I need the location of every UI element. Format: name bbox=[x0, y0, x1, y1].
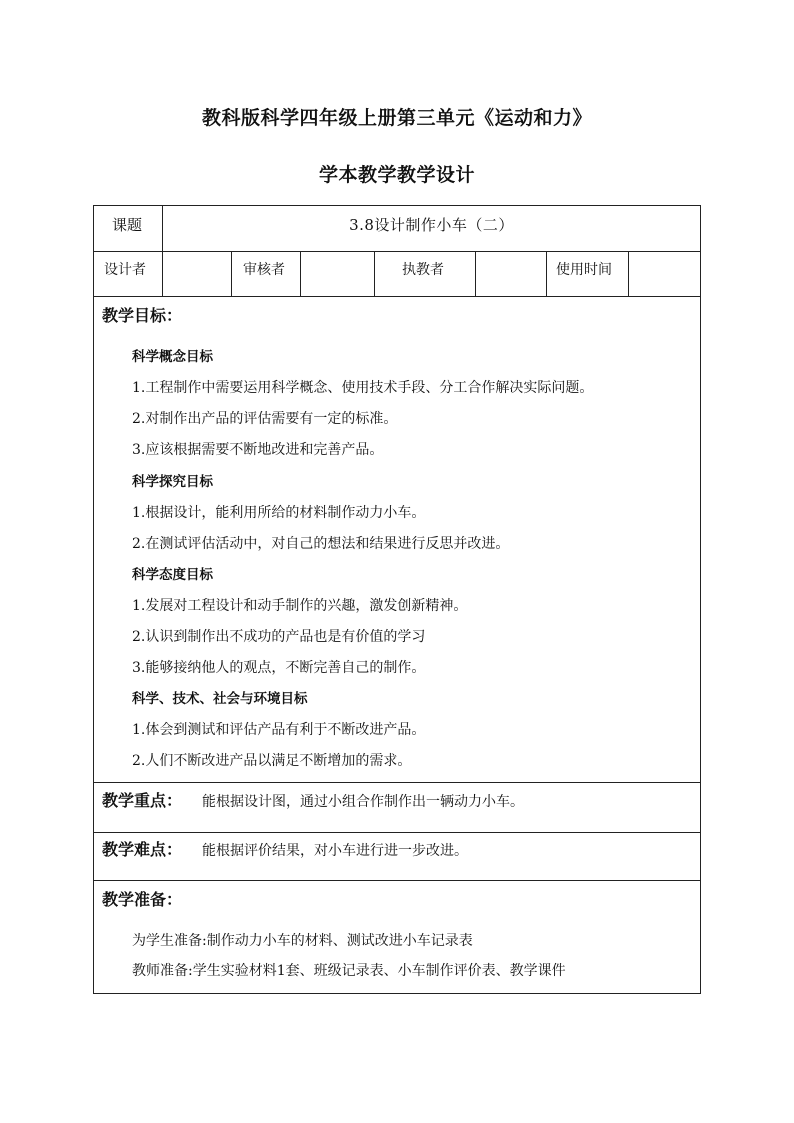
inquiry-goal-item: 2.在测试评估活动中，对自己的想法和结果进行反思并改进。 bbox=[132, 536, 510, 552]
teacher-prep: 教师准备:学生实验材料1套、班级记录表、小车制作评价表、教学课件 bbox=[132, 963, 566, 979]
time-label: 使用时间 bbox=[556, 262, 612, 278]
attitude-goal-item: 1.发展对工程设计和动手制作的兴趣，激发创新精神。 bbox=[132, 598, 468, 614]
focus-text: 能根据设计图，通过小组合作制作出一辆动力小车。 bbox=[202, 794, 524, 810]
column-divider bbox=[300, 251, 301, 296]
teacher-label: 执教者 bbox=[402, 262, 444, 278]
designer-label: 设计者 bbox=[104, 262, 146, 278]
concept-goal-item: 3.应该根据需要不断地改进和完善产品。 bbox=[132, 442, 384, 458]
row-divider bbox=[94, 296, 700, 297]
column-divider bbox=[546, 251, 547, 296]
column-divider bbox=[475, 251, 476, 296]
row-divider bbox=[94, 782, 700, 783]
column-divider bbox=[628, 251, 629, 296]
column-divider bbox=[374, 251, 375, 296]
attitude-goal-item: 3.能够接纳他人的观点，不断完善自己的制作。 bbox=[132, 660, 426, 676]
prep-heading: 教学准备： bbox=[102, 890, 183, 909]
difficulty-text: 能根据评价结果，对小车进行进一步改进。 bbox=[202, 843, 468, 859]
lesson-plan-table bbox=[93, 205, 701, 994]
difficulty-label: 教学难点： bbox=[102, 840, 183, 859]
concept-goal-item: 2.对制作出产品的评估需要有一定的标准。 bbox=[132, 411, 398, 427]
focus-label: 教学重点： bbox=[102, 791, 183, 810]
topic-value: 3.8设计制作小车（二） bbox=[349, 216, 514, 234]
document-subtitle: 学本教学教学设计 bbox=[318, 164, 475, 186]
concept-goal-item: 1.工程制作中需要运用科学概念、使用技术手段、分工合作解决实际问题。 bbox=[132, 380, 594, 396]
column-divider bbox=[231, 251, 232, 296]
sts-goal-item: 1.体会到测试和评估产品有利于不断改进产品。 bbox=[132, 722, 426, 738]
concept-goals-title: 科学概念目标 bbox=[132, 349, 213, 365]
row-divider bbox=[94, 880, 700, 881]
attitude-goal-item: 2.认识到制作出不成功的产品也是有价值的学习 bbox=[132, 629, 426, 645]
goals-heading: 教学目标： bbox=[102, 306, 183, 325]
topic-label: 课题 bbox=[112, 216, 143, 234]
inquiry-goals-title: 科学探究目标 bbox=[132, 474, 213, 490]
row-divider bbox=[94, 832, 700, 833]
inquiry-goal-item: 1.根据设计，能利用所给的材料制作动力小车。 bbox=[132, 505, 426, 521]
sts-goals-title: 科学、技术、社会与环境目标 bbox=[132, 691, 308, 707]
reviewer-label: 审核者 bbox=[243, 262, 285, 278]
sts-goal-item: 2.人们不断改进产品以满足不断增加的需求。 bbox=[132, 753, 412, 769]
attitude-goals-title: 科学态度目标 bbox=[132, 567, 213, 583]
document-title: 教科版科学四年级上册第三单元《运动和力》 bbox=[201, 107, 592, 129]
row-divider bbox=[94, 251, 700, 252]
student-prep: 为学生准备:制作动力小车的材料、测试改进小车记录表 bbox=[132, 933, 473, 949]
